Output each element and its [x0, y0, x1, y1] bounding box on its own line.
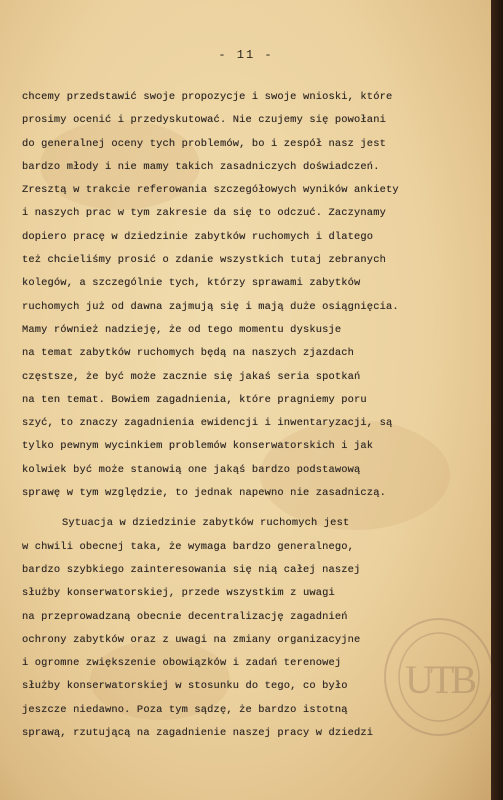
text-line: służby konserwatorskiej, przede wszystkim z uwagi	[22, 587, 335, 600]
text-line: w chwili obecnej taka, że wymaga bardzo generalnego,	[22, 540, 355, 553]
text-line: jeszcze niedawno. Poza tym sądzę, że bardzo istotną	[22, 703, 348, 716]
text-line: do generalnej oceny tych problemów, bo i zespół nasz jest	[22, 137, 386, 150]
text-line: bardzo młody i nie mamy takich zasadniczych doświadczeń.	[22, 160, 380, 173]
text-line: na przeprowadzaną obecnie decentralizację zagadnień	[22, 610, 348, 623]
text-line: kolegów, a szczególnie tych, którzy sprawami zabytków	[22, 277, 361, 290]
page-number: - 11 -	[218, 48, 274, 62]
text-line: kolwiek być może stanowią one jakąś bardzo podstawową	[22, 463, 361, 476]
text-line: dopiero pracę w dziedzinie zabytków ruchomych i dlatego	[22, 230, 374, 243]
binding-edge	[491, 0, 503, 800]
text-line: Mamy również nadzieję, że od tego momentu dyskusje	[22, 323, 342, 336]
text-line: służby konserwatorskiej w stosunku do tego, co było	[22, 680, 348, 693]
text-line: bardzo szybkiego zainteresowania się nią całej naszej	[22, 563, 361, 576]
text-line: na temat zabytków ruchomych będą na naszych zjazdach	[22, 347, 355, 360]
text-line: Zresztą w trakcie referowania szczegółowych wyników ankiety	[22, 184, 399, 197]
text-line: sprawą, rzutującą na zagadnienie naszej pracy w dziedzi	[22, 727, 374, 740]
text-line: Sytuacja w dziedzinie zabytków ruchomych jest	[62, 517, 350, 530]
text-line: sprawę w tym względzie, to jednak napewno nie zasadniczą.	[22, 487, 386, 500]
svg-text:UTB: UTB	[405, 657, 473, 702]
typewritten-text	[22, 86, 476, 745]
text-line: ochrony zabytków oraz z uwagi na zmiany organizacyjne	[22, 633, 361, 646]
text-line: chcemy przedstawić swoje propozycje i swoje wnioski, które	[22, 91, 393, 103]
text-line: tylko pewnym wycinkiem problemów konserwatorskich i jak	[22, 440, 374, 453]
text-line: ruchomych już od dawna zajmują się i mają duże osiągnięcia.	[22, 300, 399, 313]
text-line: prosimy ocenić i przedyskutować. Nie czujemy się powołani	[22, 114, 386, 127]
paragraph-2	[22, 512, 476, 745]
text-line: też chcieliśmy prosić o zdanie wszystkich tutaj zebranych	[22, 254, 386, 267]
text-line: na ten temat. Bowiem zagadnienia, które pragniemy poru	[22, 393, 367, 406]
paragraph-1	[22, 86, 476, 505]
text-line: częstsze, że być może zacznie się jakaś seria spotkań	[22, 370, 361, 383]
text-line: szyć, to znaczy zagadnienia ewidencji i inwentaryzacji, są	[22, 417, 393, 430]
text-line: i naszych prac w tym zakresie da się to odczuć. Zaczynamy	[22, 207, 386, 220]
text-line: i ogromne zwiększenie obowiązków i zadań terenowej	[22, 657, 342, 670]
